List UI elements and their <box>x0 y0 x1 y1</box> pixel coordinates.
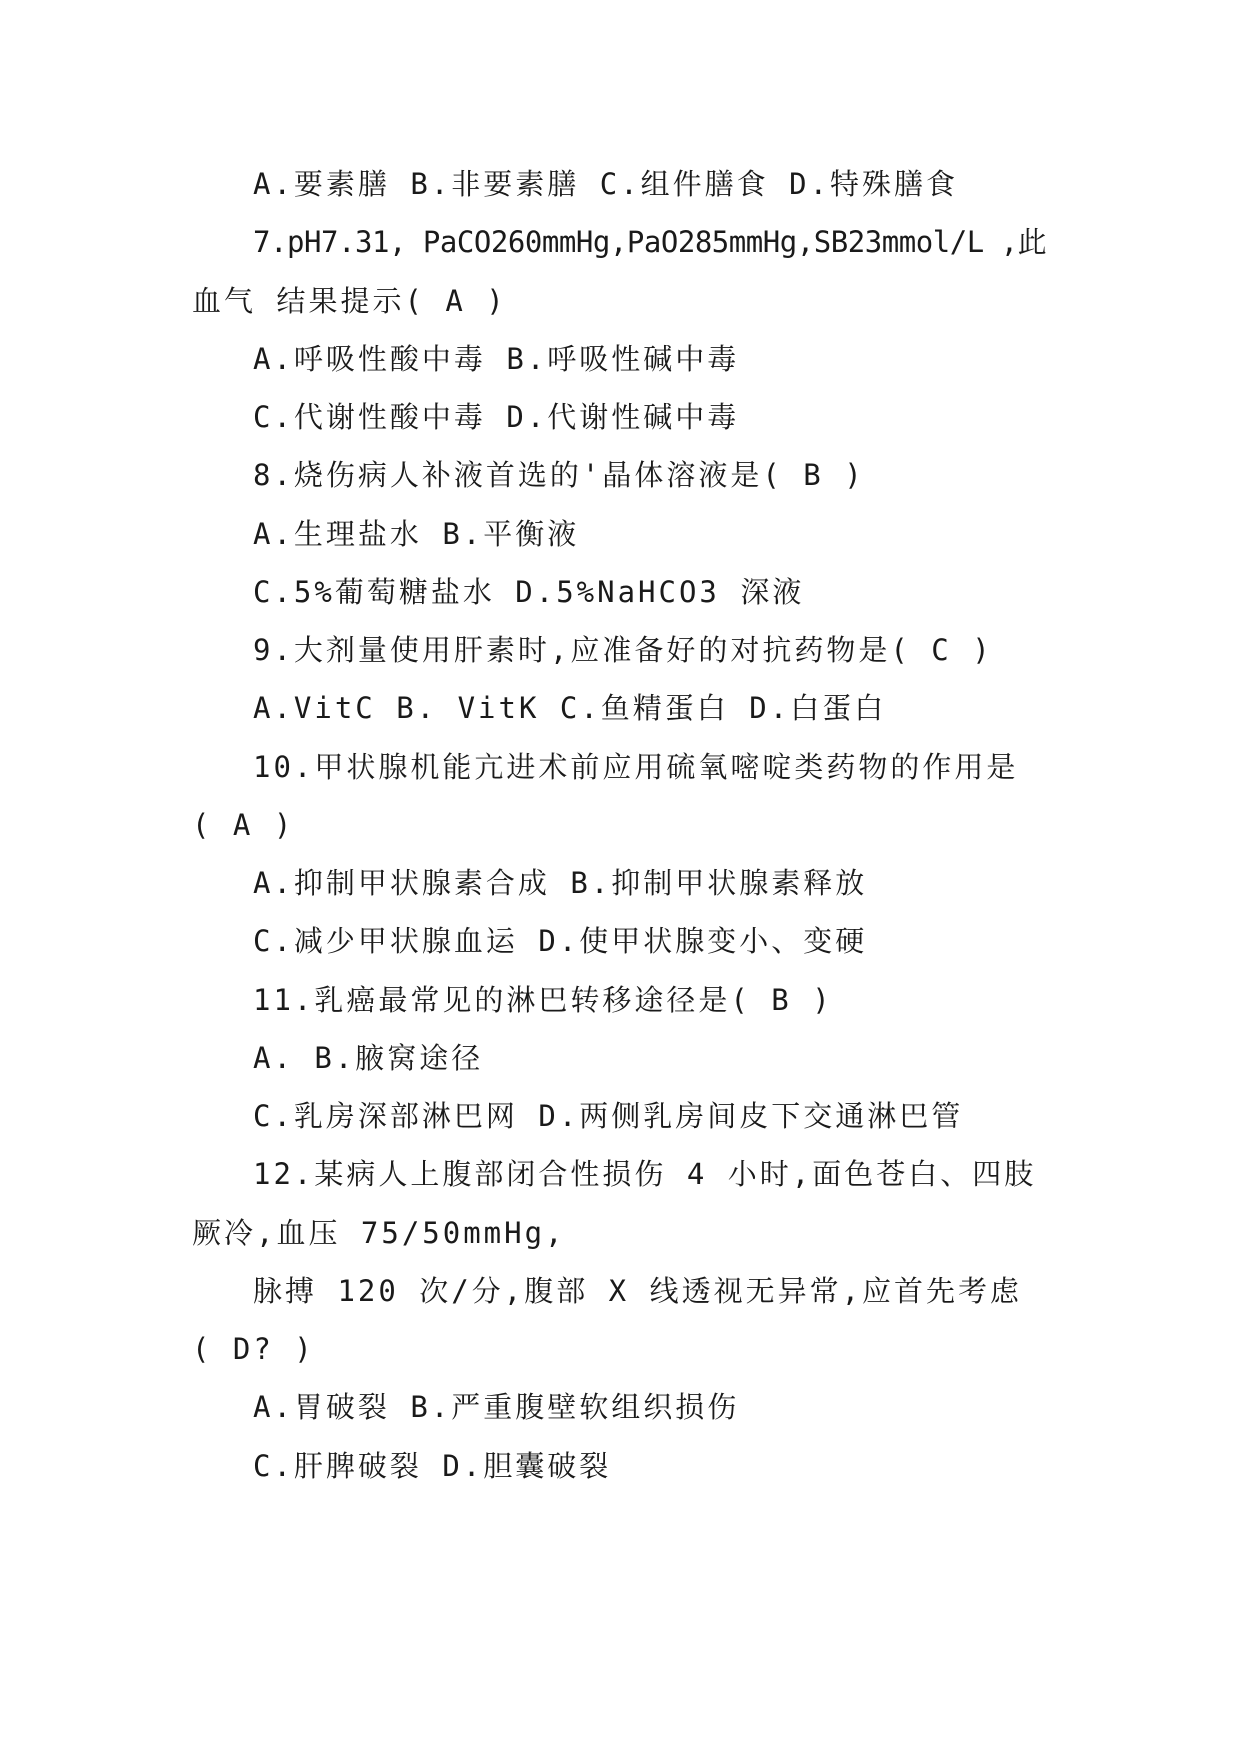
text-line: ( A ) <box>192 808 295 842</box>
text-line: C.肝脾破裂 D.胆囊破裂 <box>253 1449 612 1483</box>
text-line: 血气 结果提示( A ) <box>192 284 507 318</box>
text-line: A.呼吸性酸中毒 B.呼吸性碱中毒 <box>253 342 740 376</box>
text-line: ( D? ) <box>192 1332 315 1366</box>
text-line: 7.pH7.31, PaCO260mmHg,PaO285mmHg,SB23mmol/L ,此 <box>253 225 1047 259</box>
text-line: C.代谢性酸中毒 D.代谢性碱中毒 <box>253 400 740 434</box>
text-line: 厥冷,血压 75/50mmHg, <box>192 1216 566 1250</box>
text-line: A. B.腋窝途径 <box>253 1041 484 1075</box>
text-line: A.抑制甲状腺素合成 B.抑制甲状腺素释放 <box>253 866 868 900</box>
text-line: 9.大剂量使用肝素时,应准备好的对抗药物是( C ) <box>253 633 993 667</box>
text-line: A.生理盐水 B.平衡液 <box>253 517 580 551</box>
text-line: 12.某病人上腹部闭合性损伤 4 小时,面色苍白、四肢 <box>253 1157 1037 1191</box>
text-line: A.胃破裂 B.严重腹壁软组织损伤 <box>253 1390 740 1424</box>
text-line: 11.乳癌最常见的淋巴转移途径是( B ) <box>253 983 833 1017</box>
text-line: 8.烧伤病人补液首选的'晶体溶液是( B ) <box>253 458 865 492</box>
text-line: 10.甲状腺机能亢进术前应用硫氧嘧啶类药物的作用是 <box>253 750 1019 784</box>
text-line: C.乳房深部淋巴网 D.两侧乳房间皮下交通淋巴管 <box>253 1099 964 1133</box>
text-line: 脉搏 120 次/分,腹部 X 线透视无异常,应首先考虑 <box>253 1274 1023 1308</box>
text-line: C.减少甲状腺血运 D.使甲状腺变小、变硬 <box>253 924 868 958</box>
text-line: A.要素膳 B.非要素膳 C.组件膳食 D.特殊膳食 <box>253 167 959 201</box>
text-line: A.VitC B. VitK C.鱼精蛋白 D.白蛋白 <box>253 691 887 725</box>
text-line: C.5%葡萄糖盐水 D.5%NaHCO3 深液 <box>253 575 805 609</box>
